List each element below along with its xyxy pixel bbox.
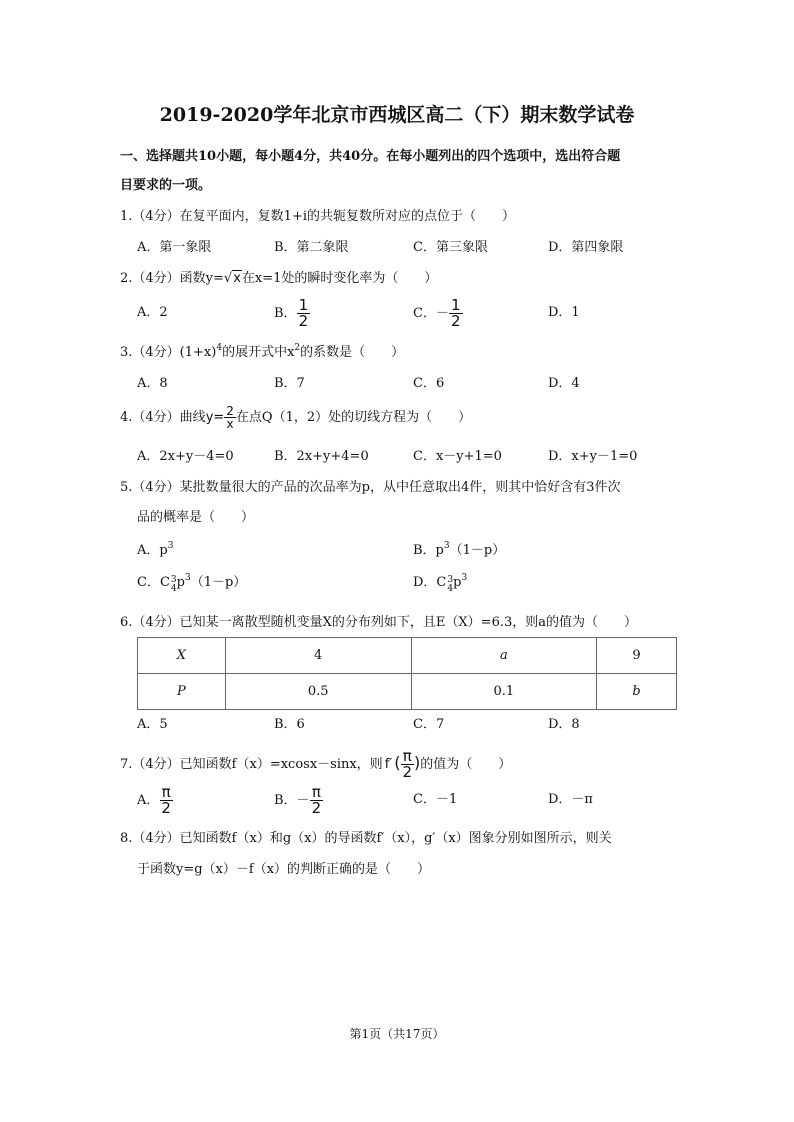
q5-option-b-tail: （1－p）	[449, 543, 506, 558]
q6-option-a: A．5	[137, 717, 168, 732]
table-row	[138, 638, 677, 674]
q7-option-b-fraction	[310, 785, 324, 816]
fraction-denominator: 2	[450, 312, 461, 330]
question-3-stem	[120, 343, 405, 360]
q4-function-lhs: y=	[205, 410, 225, 425]
q7-paren-open: (	[394, 753, 401, 772]
q7-argument-fraction	[400, 749, 414, 780]
q5-option-a-exponent: 3	[167, 541, 174, 551]
q4-option-d: D．x+y－1=0	[548, 449, 638, 464]
question-2-stem	[120, 272, 437, 285]
q3-exponent-2: 2	[294, 343, 301, 353]
table-cell: 0.5	[225, 674, 411, 710]
combination-top-index: 3	[447, 575, 454, 585]
question-8-stem-line2: 于函数y=g（x）－f（x）的判断正确的是（ ）	[137, 862, 431, 877]
question-5-stem-line1: 5.（4分）某批数量很大的产品的次品率为p，从中任意取出4件，则其中恰好含有3件次	[120, 480, 621, 495]
q4-option-a: A．2x+y－4=0	[137, 449, 234, 464]
combination-symbol: C．C	[137, 575, 170, 590]
q5-option-c-exponent: 3	[184, 573, 191, 583]
q4-stem-pre: 4.（4分）曲线	[120, 410, 206, 425]
distribution-table	[137, 637, 677, 710]
q2-option-b-label: B．	[274, 306, 297, 321]
table-row	[138, 674, 677, 710]
q1-option-a: A．第一象限	[137, 240, 212, 255]
fraction-denominator: x	[226, 417, 234, 431]
q2-option-a: A．2	[137, 305, 168, 320]
q7-paren-close: )	[414, 753, 421, 772]
table-cell: 0.1	[411, 674, 597, 710]
q2-option-b	[274, 298, 310, 329]
q5-option-c-base: p	[176, 575, 185, 590]
q5-option-d-exponent: 3	[461, 573, 468, 583]
q7-option-c: C．－1	[413, 792, 458, 807]
question-6-stem: 6.（4分）已知某一离散型随机变量X的分布列如下，且E（X）=6.3，则a的值为（ ）	[120, 615, 637, 630]
q6-option-d: D．8	[548, 717, 580, 732]
q1-option-b: B．第二象限	[274, 240, 349, 255]
question-1-stem: 1.（4分）在复平面内，复数1+i的共轭复数所对应的点位于（ ）	[120, 209, 515, 224]
q1-option-c: C．第三象限	[413, 240, 488, 255]
table-cell: 9	[597, 638, 677, 674]
q2-stem-post: 在x=1处的瞬时变化率为（ ）	[241, 271, 438, 286]
q7-stem-post: 的值为（ ）	[420, 757, 512, 772]
q2-stem-pre: 2.（4分）函数y=	[120, 271, 224, 286]
q7-option-a	[137, 785, 173, 816]
q2-option-c	[413, 298, 463, 329]
q5-option-d	[413, 573, 468, 594]
q3-option-c: C．6	[413, 376, 445, 391]
table-cell: b	[597, 674, 677, 710]
section-heading-line2: 目要求的一项。	[120, 178, 212, 193]
q7-option-b	[274, 785, 323, 816]
q5-option-c-combination	[137, 576, 177, 594]
q7-derivative-symbol: f′	[384, 757, 393, 772]
q3-option-a: A．8	[137, 376, 168, 391]
q5-option-a-base: A．p	[137, 543, 168, 558]
question-5-stem-line2: 品的概率是（ ）	[137, 510, 255, 525]
q5-option-d-base: p	[453, 575, 462, 590]
q5-option-b-exponent: 3	[443, 541, 450, 551]
q7-option-b-label: B．－	[274, 793, 310, 808]
q4-option-b: B．2x+y+4=0	[274, 449, 369, 464]
fraction-denominator: 2	[402, 763, 413, 781]
q1-option-d: D．第四象限	[548, 240, 624, 255]
q2-radicand: x	[233, 271, 241, 286]
fraction-numerator: π	[311, 783, 321, 801]
combination-symbol: D．C	[413, 575, 447, 590]
q3-option-d: D．4	[548, 376, 580, 391]
combination-bottom-index: 4	[170, 584, 177, 594]
q6-option-b: B．6	[274, 717, 305, 732]
q7-stem-pre: 7.（4分）已知函数f（x）=xcosx－sinx，则	[120, 757, 383, 772]
q4-function-fraction	[224, 405, 236, 430]
q3-option-b: B．7	[274, 376, 305, 391]
q5-option-b-base: B．p	[413, 543, 444, 558]
section-heading-line1: 一、选择题共10小题，每小题4分，共40分。在每小题列出的四个选项中，选出符合题	[120, 149, 621, 164]
q2-option-d: D．1	[548, 305, 580, 320]
fraction-numerator: 1	[450, 296, 461, 314]
q4-option-c: C．x－y+1=0	[413, 449, 502, 464]
q5-option-b	[413, 541, 506, 558]
question-8-stem-line1: 8.（4分）已知函数f（x）和g（x）的导函数f′（x），g′（x）图象分别如图所示，则关	[120, 831, 612, 846]
q5-option-c	[137, 573, 247, 594]
q7-option-a-label: A．	[137, 793, 160, 808]
q3-exponent-1: 4	[216, 343, 223, 353]
fraction-numerator: 2	[226, 404, 234, 418]
page-title: 2019-2020学年北京市西城区高二（下）期末数学试卷	[159, 104, 635, 126]
q5-option-c-tail: （1－p）	[190, 575, 247, 590]
q2-option-b-fraction	[297, 298, 311, 329]
q2-option-c-label: C．－	[413, 306, 449, 321]
page-footer: 第1页（共17页）	[349, 1027, 445, 1041]
table-cell: P	[138, 674, 226, 710]
q2-option-c-fraction	[449, 298, 463, 329]
q7-option-d: D．－π	[548, 792, 593, 807]
combination-bottom-index: 4	[447, 584, 454, 594]
fraction-numerator: 1	[298, 296, 309, 314]
fraction-denominator: 2	[161, 799, 171, 817]
table-cell: 4	[225, 638, 411, 674]
question-7-stem	[120, 749, 511, 780]
question-4-stem	[120, 405, 471, 430]
q5-option-a	[137, 541, 174, 558]
q3-stem-mid: 的展开式中x	[222, 345, 295, 360]
fraction-denominator: 2	[298, 312, 309, 330]
table-cell: a	[411, 638, 597, 674]
q7-option-a-fraction	[159, 785, 173, 816]
q6-option-c: C．7	[413, 717, 445, 732]
q3-stem-post: 的系数是（ ）	[300, 345, 405, 360]
q4-stem-post: 在点Q（1，2）处的切线方程为（ ）	[235, 410, 472, 425]
q5-option-d-combination	[413, 576, 453, 594]
fraction-numerator: π	[161, 783, 171, 801]
combination-top-index: 3	[170, 575, 177, 585]
q3-stem-pre: 3.（4分）(1+x)	[120, 345, 217, 360]
sqrt-expression: √x	[223, 271, 241, 286]
fraction-denominator: 2	[311, 799, 322, 817]
fraction-numerator: π	[402, 747, 412, 765]
table-cell: X	[138, 638, 226, 674]
